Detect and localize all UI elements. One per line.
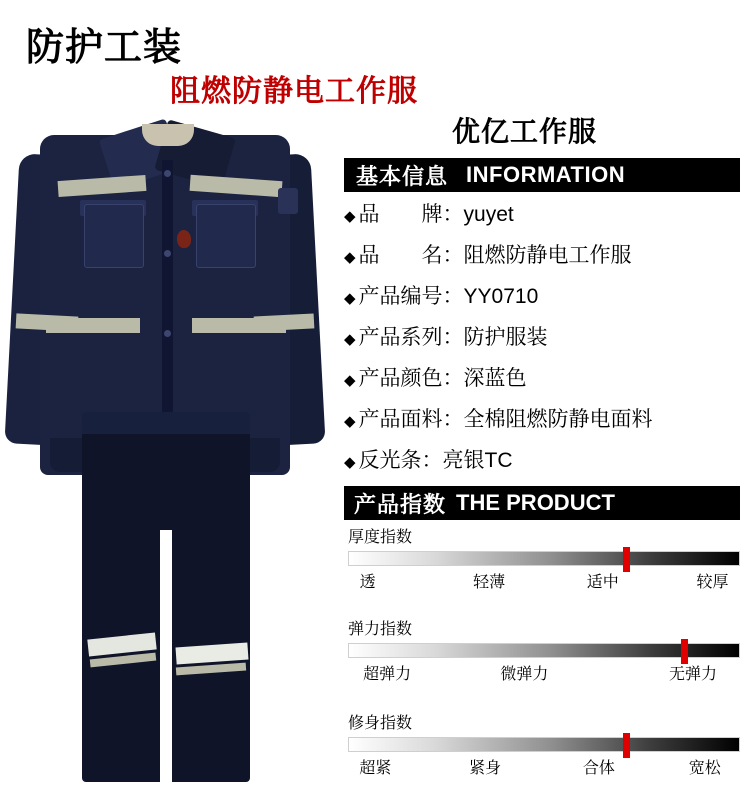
info-row-product-series	[344, 321, 744, 362]
gauge-thickness-label-0: 透	[359, 574, 376, 591]
information-header-en: INFORMATION	[466, 162, 626, 187]
gauge-thickness-label-1: 轻薄	[473, 574, 506, 591]
information-header	[344, 158, 740, 192]
bullet-diamond-icon: ◆	[344, 372, 356, 389]
info-value-brand: yuyet	[463, 203, 514, 226]
product-index-header-cn: 产品指数	[354, 491, 447, 517]
gauge-fit-title: 修身指数	[348, 715, 413, 732]
info-label-product-name: 品 名：	[358, 244, 464, 267]
info-label-product-color: 产品颜色：	[358, 367, 464, 390]
product-image	[10, 100, 340, 790]
gauge-elasticity-bar	[348, 643, 740, 658]
gauge-fit-label-3: 宽松	[688, 760, 721, 777]
gauge-fit-bar	[348, 737, 740, 752]
bullet-diamond-icon: ◆	[344, 413, 356, 430]
info-label-product-series: 产品系列：	[358, 326, 464, 349]
page-subtitle: 阻燃防静电工作服	[170, 75, 418, 108]
info-value-product-color: 深蓝色	[463, 367, 527, 390]
info-row-brand	[344, 198, 744, 239]
info-value-product-series: 防护服装	[463, 326, 548, 349]
info-value-product-name: 阻燃防静电工作服	[463, 244, 632, 267]
jacket-neck	[142, 124, 194, 146]
info-value-fabric: 全棉阻燃防静电面料	[463, 408, 653, 431]
jacket-button-3	[164, 330, 171, 337]
bullet-diamond-icon: ◆	[344, 208, 356, 225]
gauge-thickness-label-3: 较厚	[696, 574, 729, 591]
jacket-button-2	[164, 250, 171, 257]
bullet-diamond-icon: ◆	[344, 290, 356, 307]
gauge-thickness-label-2: 适中	[586, 574, 619, 591]
gauge-elasticity-label-0: 超弹力	[363, 666, 412, 683]
bullet-diamond-icon: ◆	[344, 454, 356, 471]
gauge-fit-label-1: 紧身	[469, 760, 502, 777]
information-list	[344, 198, 744, 485]
reflective-stripe-arm-right	[254, 313, 315, 331]
brand-title: 优亿工作服	[452, 116, 598, 147]
gauge-fit-label-2: 合体	[582, 760, 615, 777]
product-index-header-en: THE PRODUCT	[456, 490, 615, 515]
gauge-thickness-title: 厚度指数	[348, 529, 413, 546]
info-row-product-name	[344, 239, 744, 280]
gauge-fit-label-0: 超紧	[359, 760, 392, 777]
info-value-product-code: YY0710	[463, 285, 539, 308]
gauge-elasticity-labels	[348, 661, 740, 683]
bullet-diamond-icon: ◆	[344, 249, 356, 266]
gauge-fit	[348, 710, 740, 777]
gauge-elasticity-label-2: 无弹力	[668, 666, 717, 683]
information-header-cn: 基本信息	[356, 163, 449, 189]
reflective-stripe-arm-left	[16, 313, 79, 331]
pants-waistband	[82, 412, 250, 434]
gauge-thickness	[348, 524, 740, 591]
info-label-fabric: 产品面料：	[358, 408, 464, 431]
info-label-brand: 品 牌：	[358, 203, 464, 226]
gauge-elasticity	[348, 616, 740, 683]
gauge-elasticity-label-1: 微弹力	[500, 666, 549, 683]
pants-leg-gap	[160, 530, 172, 782]
jacket-button-1	[164, 170, 171, 177]
info-label-reflective-tape: 反光条：	[358, 449, 443, 472]
gauge-elasticity-title: 弹力指数	[348, 621, 413, 638]
info-row-fabric	[344, 403, 744, 444]
info-row-reflective-tape	[344, 444, 744, 485]
sleeve-badge	[278, 188, 298, 214]
page-title: 防护工装	[26, 27, 183, 69]
flame-emblem-icon	[176, 230, 191, 249]
info-row-product-code	[344, 280, 744, 321]
gauge-thickness-bar	[348, 551, 740, 566]
product-index-header	[344, 486, 740, 520]
gauge-thickness-labels	[348, 569, 740, 591]
jacket-pocket-right	[196, 204, 256, 268]
info-label-product-code: 产品编号：	[358, 285, 464, 308]
info-value-reflective-tape: 亮银TC	[442, 449, 513, 472]
bullet-diamond-icon: ◆	[344, 331, 356, 348]
info-row-product-color	[344, 362, 744, 403]
gauge-fit-labels	[348, 755, 740, 777]
jacket-pocket-left	[84, 204, 144, 268]
